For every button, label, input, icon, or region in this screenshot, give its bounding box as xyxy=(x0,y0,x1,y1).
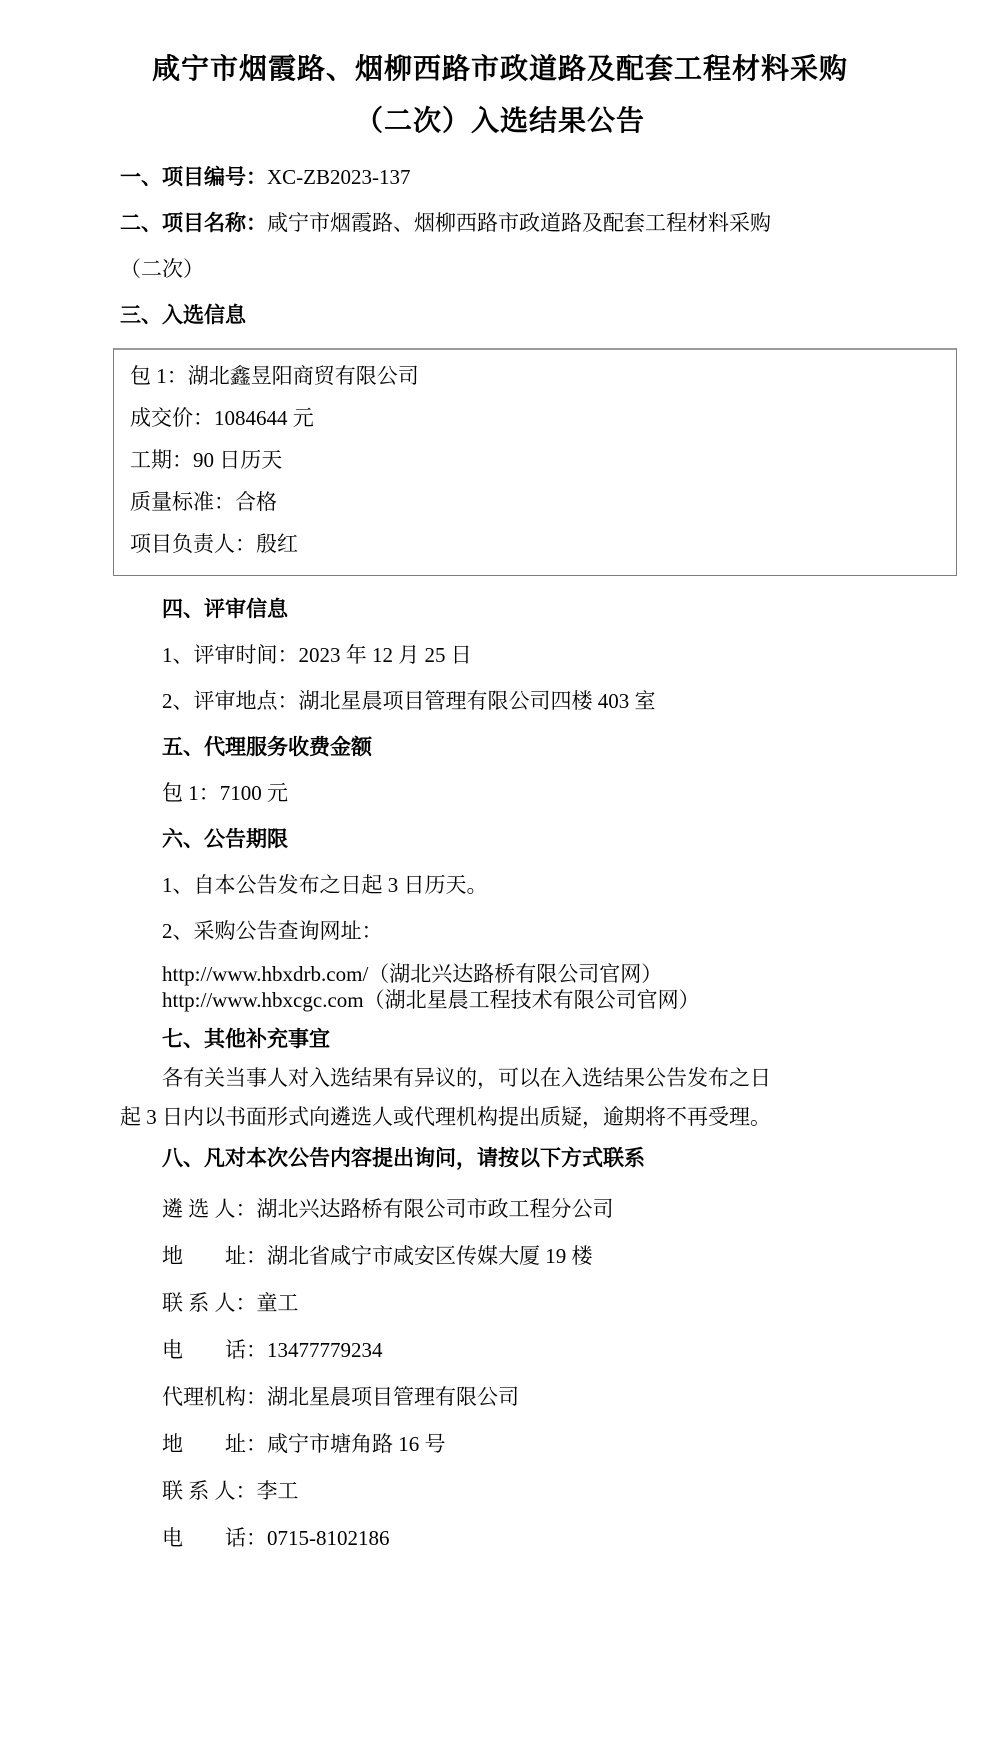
contact-section xyxy=(120,1145,880,1552)
selection-row-duration: 工期：90 日历天 xyxy=(130,448,283,472)
project-number-line xyxy=(120,164,880,191)
query-url-1: http://www.hbxdrb.com/（湖北兴达路桥有限公司官网） xyxy=(162,962,663,986)
selection-info-heading: 三、入选信息 xyxy=(120,304,246,327)
selector-name-line: 遴 选 人：湖北兴达路桥有限公司市政工程分公司 xyxy=(162,1197,614,1221)
review-time-item: 1、评审时间：2023 年 12 月 25 日 xyxy=(162,643,472,667)
selection-row-price: 成交价：1084644 元 xyxy=(130,406,314,430)
selector-address-line: 地 址：湖北省咸宁市咸安区传媒大厦 19 楼 xyxy=(162,1244,593,1268)
supplement-line2: 起 3 日内以书面形式向遴选人或代理机构提出质疑，逾期将不再受理。 xyxy=(120,1105,771,1129)
selection-row-package: 包 1：湖北鑫昱阳商贸有限公司 xyxy=(130,364,419,388)
project-name-value: 咸宁市烟霞路、烟柳西路市政道路及配套工程材料采购 xyxy=(267,211,771,235)
selector-phone-line: 电 话：13477779234 xyxy=(162,1338,383,1362)
agency-phone-line: 电 话：0715-8102186 xyxy=(162,1526,390,1550)
selection-row-manager: 项目负责人：殷红 xyxy=(130,532,298,556)
selection-row-quality: 质量标准：合格 xyxy=(130,490,277,514)
project-name-line xyxy=(120,210,880,237)
supplement-heading: 七、其他补充事宜 xyxy=(162,1028,330,1051)
project-number-value: XC-ZB2023-137 xyxy=(267,165,411,189)
selection-info-box xyxy=(113,348,957,576)
supplement-line1: 各有关当事人对入选结果有异议的，可以在入选结果公告发布之日 xyxy=(162,1066,771,1090)
query-url-2: http://www.hbxcgc.com（湖北星晨工程技术有限公司官网） xyxy=(162,988,700,1012)
document-title-line2: （二次）入选结果公告 xyxy=(354,105,645,136)
review-place-item: 2、评审地点：湖北星晨项目管理有限公司四楼 403 室 xyxy=(162,689,656,713)
project-name-label: 二、项目名称： xyxy=(120,212,267,235)
notice-period-item2: 2、采购公告查询网址： xyxy=(162,919,383,943)
selector-contact-person-line: 联 系 人：童工 xyxy=(162,1291,299,1315)
project-name-continuation: （二次） xyxy=(120,257,204,281)
agency-contact-person-line: 联 系 人：李工 xyxy=(162,1479,299,1503)
agency-fee-heading: 五、代理服务收费金额 xyxy=(162,736,372,759)
document-title-line1: 咸宁市烟霞路、烟柳西路市政道路及配套工程材料采购 xyxy=(151,53,848,84)
review-info-heading: 四、评审信息 xyxy=(162,598,288,621)
agency-address-line: 地 址：咸宁市塘角路 16 号 xyxy=(162,1432,446,1456)
query-url-block xyxy=(120,961,880,1013)
agency-fee-item: 包 1：7100 元 xyxy=(162,781,288,805)
notice-period-item1: 1、自本公告发布之日起 3 日历天。 xyxy=(162,873,488,897)
project-number-label: 一、项目编号： xyxy=(120,166,267,189)
notice-period-heading: 六、公告期限 xyxy=(162,828,288,851)
agency-name-line: 代理机构：湖北星晨项目管理有限公司 xyxy=(162,1385,519,1409)
contact-heading: 八、凡对本次公告内容提出询问，请按以下方式联系 xyxy=(162,1147,645,1170)
